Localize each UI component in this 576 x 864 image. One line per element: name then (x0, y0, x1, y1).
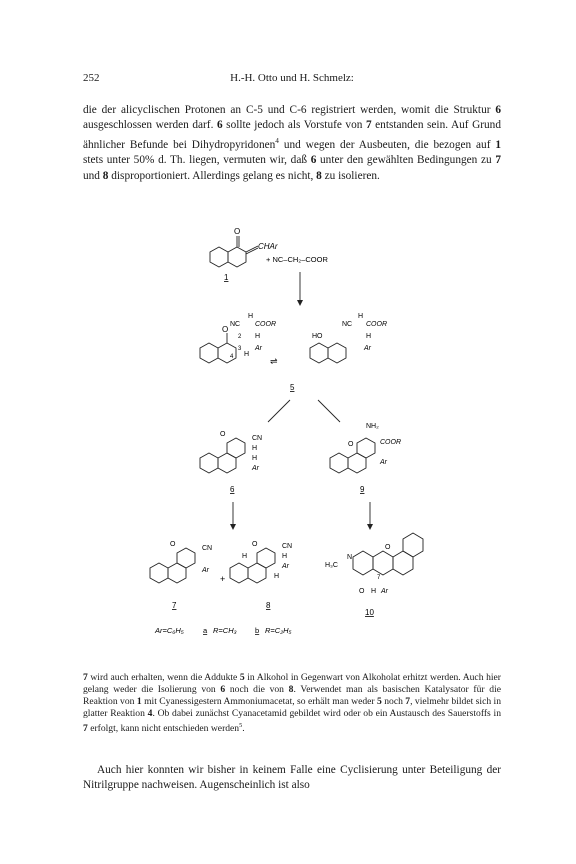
compound-number: 6 (310, 154, 317, 167)
text-run: erfolgt, kann nicht entschieden werden (87, 723, 240, 735)
text-run: . Ob dabei zunächst Cyanacetamid gebildet wird oder ob ein Austausch des Sauerstoffs in (152, 708, 501, 719)
h-label: H (371, 588, 377, 595)
text-run: die der alicyclischen Protonen an C-5 und C-6 registriert werden, womit die Struktur (83, 104, 496, 116)
ar-label: Ar (364, 345, 371, 352)
label-5: 5 (290, 383, 295, 392)
h-label: H (252, 445, 258, 452)
text-run: und (83, 169, 103, 182)
h-label: H (366, 333, 372, 340)
text-run: entstanden sein. Auf Grund ähnlicher Befunde bei Dihydropyridonen (83, 119, 501, 152)
h3c-label: H₃C (325, 562, 338, 569)
ar-label: Ar (380, 459, 387, 466)
text-run: noch (381, 696, 406, 707)
reagent-label: + NC–CH₂–COOR (266, 255, 328, 264)
text-run: . Verwendet man als basischen Katalysator für die Reaktion von (83, 684, 501, 707)
cn-label: CN (202, 545, 213, 552)
h-label: H (282, 553, 288, 560)
ar-label: Ar (381, 588, 388, 595)
arrow-right (318, 400, 340, 422)
substituent-legend (154, 626, 292, 635)
text-run: ausgeschlossen werden darf. (83, 119, 217, 132)
compound-number: 7 (405, 696, 411, 707)
n-label: N (347, 554, 353, 561)
h-label: H (255, 333, 261, 340)
compound-10 (325, 533, 423, 617)
cn-label: CN (252, 435, 263, 442)
legend-b: b (255, 626, 260, 635)
ar-label: Ar (202, 567, 209, 574)
paragraph-1 (83, 103, 501, 184)
ar-label: Ar (252, 465, 259, 472)
compound-number: 8 (288, 684, 294, 695)
nh2-label: NH₂ (366, 423, 379, 430)
compound-number: 7 (83, 672, 88, 683)
compound-number: 6 (216, 119, 223, 132)
running-header (83, 72, 501, 86)
compound-number: 6 (220, 684, 226, 695)
plus-sign: + (220, 574, 226, 584)
page-number: 252 (83, 72, 100, 84)
paragraph-2 (83, 672, 501, 735)
locant-3: 3 (238, 346, 242, 352)
h-label: H (244, 351, 250, 358)
compound-8 (230, 541, 292, 610)
text-run: stets unter 50% d. Th. liegen, vermuten wir, daß (83, 154, 311, 167)
o-label: O (170, 541, 176, 548)
oxo-label: O (222, 325, 229, 334)
running-title: H.-H. Otto und H. Schmelz: (230, 72, 354, 84)
reference-marker: 4 (275, 136, 279, 146)
text-run: in Alkohol in Gegenwart von Alkoholat erhitzt werden. Auch hier gelang weder die Isolierung von (83, 672, 501, 695)
h-label: H (242, 553, 248, 560)
compound-1 (210, 227, 328, 282)
o-label: O (252, 541, 258, 548)
o-label: O (348, 441, 354, 448)
legend-a: a (203, 626, 208, 635)
compound-number: 7 (83, 723, 88, 735)
ar-label: Ar (282, 563, 289, 570)
o-label: O (220, 431, 226, 438)
legend-ar: Ar=C₆H₅ (155, 626, 184, 635)
h-label: H (274, 573, 280, 580)
text-run: noch die von (225, 684, 289, 695)
chain-label: CHAr (258, 242, 278, 251)
legend-b-def: R=C₂H₅ (265, 626, 292, 635)
nc-label: NC (342, 321, 353, 328)
compound-number: 8 (316, 169, 322, 182)
compound-number: 1 (495, 139, 502, 152)
compound-number: 7 (365, 119, 372, 132)
text-run: wird auch erhalten, wenn die Addukte (87, 672, 240, 683)
coor-label: COOR (380, 439, 401, 446)
ar-label: Ar (255, 345, 262, 352)
reaction-scheme (140, 220, 440, 650)
reference-marker: 5 (239, 722, 243, 729)
nc-label: NC (230, 321, 241, 328)
label-8: 8 (266, 601, 271, 610)
compound-number: 8 (102, 169, 109, 182)
locant-2: 2 (238, 334, 242, 340)
text-run: und wegen der Ausbeuten, die bezogen auf (278, 139, 496, 152)
h-label: H (358, 313, 364, 320)
compound-5-enol (310, 313, 387, 363)
text-run: Auch hier konnten wir bisher in keinem Falle eine Cyclisierung unter Beteiligung der Nitrilgruppe nachweisen. Augenscheinlich ist also (83, 764, 501, 792)
compound-number: 5 (377, 696, 382, 707)
h-label: H (248, 313, 254, 320)
label-6: 6 (230, 485, 235, 494)
text-run: sollte jedoch als Vorstufe von (222, 119, 366, 132)
locant-7: 7 (377, 575, 381, 581)
label-7: 7 (172, 601, 177, 610)
compound-number: 1 (136, 696, 142, 707)
cn-label: CN (282, 543, 293, 550)
compound-6 (200, 431, 262, 494)
compound-5-keto (200, 313, 276, 363)
compound-number: 5 (239, 672, 245, 683)
text-run: . (242, 723, 245, 735)
text-run: disproportioniert. Allerdings gelang es nicht, (108, 169, 317, 182)
label-10: 10 (365, 608, 374, 617)
paragraph-3 (83, 763, 501, 793)
text-run: , vielmehr bildet sich in glatter Reaktion (83, 696, 501, 719)
h-label: H (252, 455, 258, 462)
coor-label: COOR (366, 321, 387, 328)
equilibrium-arrows: ⇌ (270, 356, 278, 366)
arrow-left (268, 400, 290, 422)
compound-number: 4 (147, 708, 153, 719)
ho-label: HO (312, 333, 323, 340)
label-1: 1 (224, 273, 229, 282)
compound-9 (330, 423, 401, 494)
compound-7 (150, 541, 225, 610)
legend-a-def: R=CH₃ (213, 626, 237, 635)
text-run: mit Cyanessigestern Ammoniumacetat, so erhält man weder (141, 696, 378, 707)
label-9: 9 (360, 485, 365, 494)
o-label: O (359, 588, 365, 595)
oxo-label: O (234, 227, 241, 236)
text-run: zu isolieren. (321, 169, 380, 182)
coor-label: COOR (255, 321, 276, 328)
o-label: O (385, 544, 391, 551)
text-run: unter den gewählten Bedingungen zu (316, 154, 496, 167)
compound-number: 6 (495, 104, 501, 116)
locant-4: 4 (230, 354, 234, 360)
compound-number: 7 (495, 154, 501, 167)
